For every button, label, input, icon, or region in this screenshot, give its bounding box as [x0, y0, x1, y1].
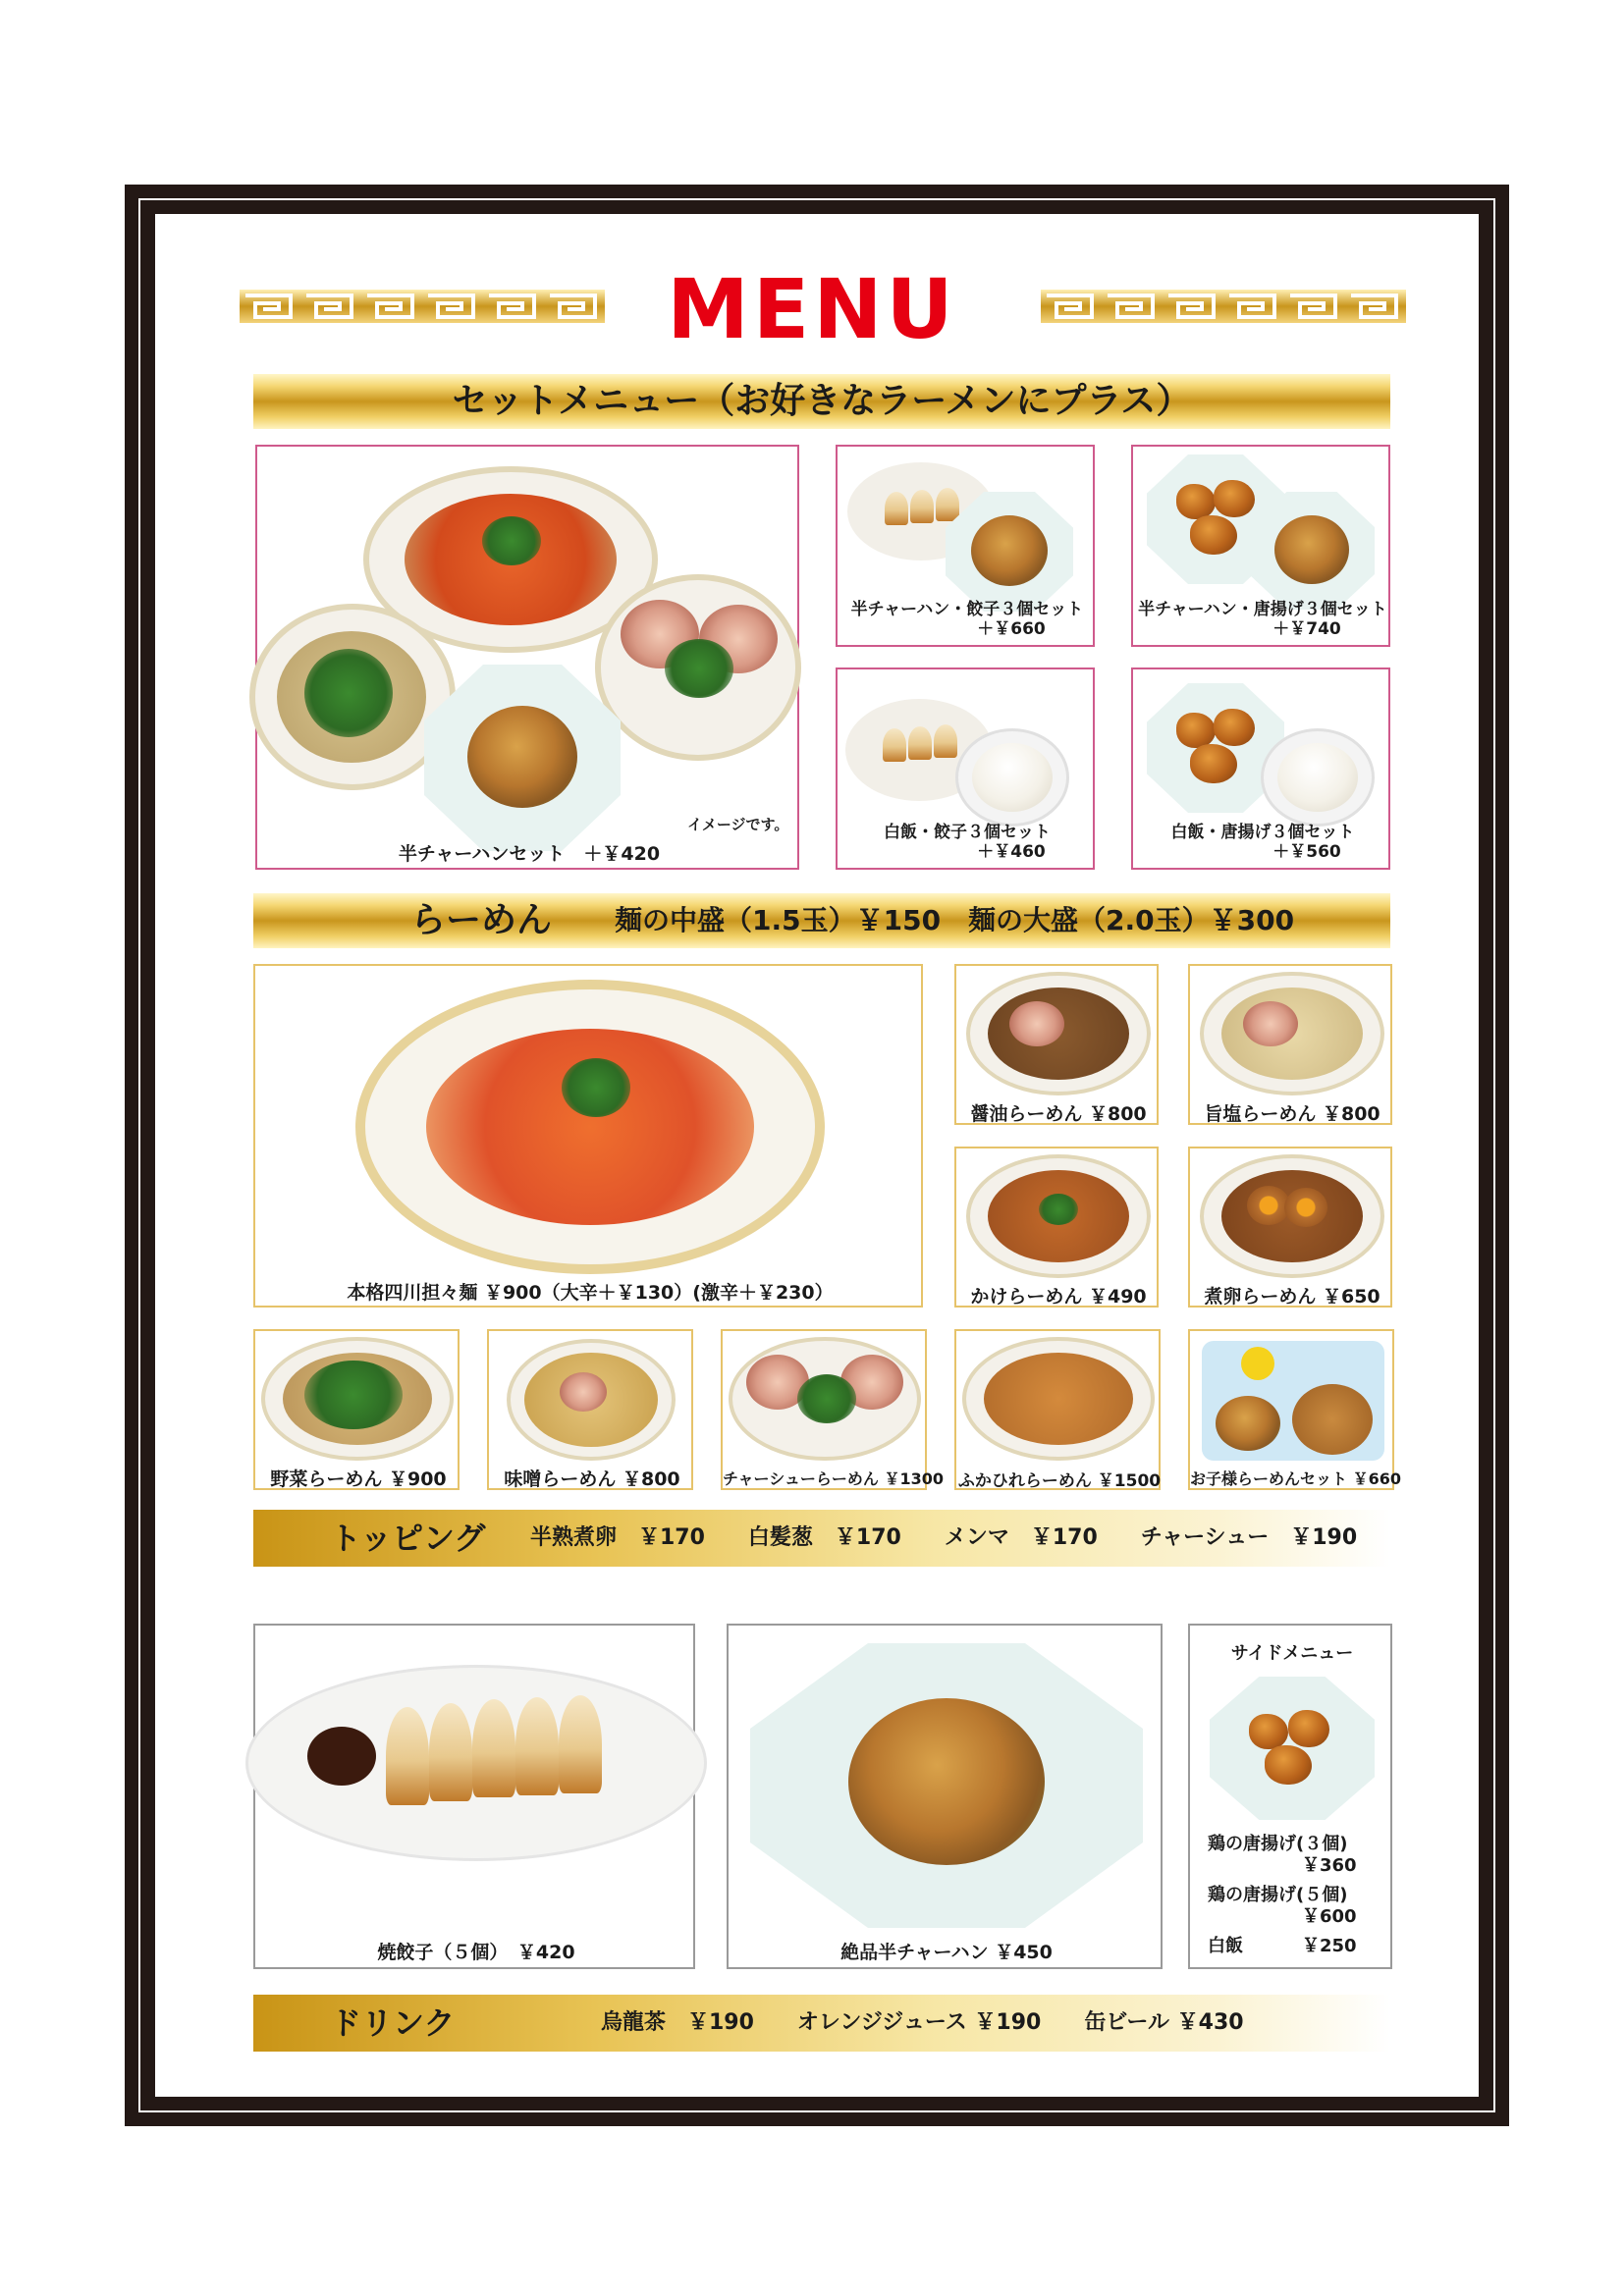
set-menu-heading: セットメニュー（お好きなラーメンにプラス） [452, 381, 1192, 421]
ramen-item-label-6: 味噌らーめん ￥800 [504, 1468, 680, 1490]
ramen-item-card-7[interactable] [721, 1329, 944, 1490]
ramen-noodle-options: 麺の中盛（1.5玉）￥150 麺の大盛（2.0玉）￥300 [615, 904, 1295, 936]
menu-title: MENU [667, 261, 957, 357]
shoyu-ramen-image [966, 972, 1151, 1095]
ramen-item-card-4[interactable] [1188, 1147, 1392, 1308]
karaage-side-image [1210, 1677, 1375, 1820]
white-rice-bowl-image [955, 728, 1069, 827]
set-main-item-card[interactable] [255, 445, 799, 870]
ramen-item-label-7: チャーシューらーめん ￥1300 [723, 1469, 944, 1488]
yasai-ramen-image [261, 1337, 454, 1461]
set-item-label-2: 半チャーハン・唐揚げ３個セット ＋￥740 [1138, 600, 1387, 639]
fried-rice-label: 絶品半チャーハン ￥450 [840, 1942, 1053, 1963]
chashu-ramen-image [729, 1337, 921, 1461]
ramen-item-label-1: 醤油らーめん ￥800 [970, 1103, 1147, 1125]
drink-heading: ドリンク [330, 2004, 456, 2042]
tantanmen-bowl-image [355, 980, 825, 1274]
topping-heading: トッピング [330, 1520, 486, 1557]
image-note: イメージです。 [687, 816, 789, 833]
chashu-ramen-bowl-image [595, 574, 801, 761]
ramen-heading: らーめん [410, 900, 553, 940]
ramen-item-card-2[interactable] [1188, 964, 1392, 1125]
side-menu-title: サイドメニュー [1230, 1643, 1354, 1664]
kids-set-tray-image [1202, 1341, 1384, 1461]
ramen-item-card-5[interactable] [253, 1329, 460, 1490]
ramen-item-label-8: ふかひれらーめん ￥1500 [957, 1471, 1162, 1491]
side-item-name-1: 鶏の唐揚げ(３個) [1208, 1834, 1348, 1854]
ramen-item-label-2: 旨塩らーめん ￥800 [1204, 1103, 1380, 1125]
side-item-price-1: ￥360 [1302, 1855, 1357, 1876]
ramen-main-item-label: 本格四川担々麺 ￥900（大辛＋￥130）(激辛＋￥230） [347, 1282, 834, 1304]
fukahire-ramen-image [962, 1337, 1155, 1461]
set-item-card-3[interactable] [836, 667, 1095, 870]
topping-items: 半熟煮卵 ￥170 白髪葱 ￥170 メンマ ￥170 チャーシュー ￥190 [530, 1525, 1358, 1550]
drink-items: 烏龍茶 ￥190 オレンジジュース ￥190 缶ビール ￥430 [601, 2010, 1244, 2035]
set-item-card-4[interactable] [1131, 667, 1390, 870]
nitamago-ramen-image [1200, 1154, 1384, 1278]
fried-rice-card[interactable] [727, 1624, 1163, 1969]
set-item-label-4: 白飯・唐揚げ３個セット ＋￥560 [1170, 823, 1355, 862]
kake-ramen-image [966, 1154, 1151, 1278]
fried-rice-plate-image [424, 665, 621, 851]
ramen-item-card-9[interactable] [1188, 1329, 1401, 1490]
side-item-name-3: 白飯 [1208, 1936, 1243, 1956]
ramen-item-card-6[interactable] [487, 1329, 693, 1490]
ramen-main-item-card[interactable] [253, 964, 923, 1308]
ramen-item-label-5: 野菜らーめん ￥900 [270, 1468, 447, 1490]
set-item-label-3: 白飯・餃子３個セット ＋￥460 [884, 823, 1051, 862]
shio-ramen-image [1200, 972, 1384, 1095]
set-item-label-1: 半チャーハン・餃子３個セット ＋￥660 [850, 600, 1084, 639]
side-item-price-3: ￥250 [1302, 1936, 1357, 1956]
ramen-item-label-4: 煮卵らーめん ￥650 [1204, 1286, 1380, 1308]
set-item-card-2[interactable] [1131, 445, 1390, 647]
set-item-card-1[interactable] [836, 445, 1095, 647]
ramen-item-card-3[interactable] [954, 1147, 1159, 1308]
gyoza-card[interactable] [253, 1624, 695, 1969]
side-item-price-2: ￥600 [1302, 1906, 1357, 1927]
side-item-name-2: 鶏の唐揚げ(５個) [1208, 1885, 1348, 1905]
gyoza-label: 焼餃子（５個） ￥420 [377, 1942, 575, 1963]
set-main-item-label: 半チャーハンセット ＋￥420 [398, 843, 661, 865]
ramen-item-card-1[interactable] [954, 964, 1159, 1125]
side-menu-card [1188, 1624, 1392, 1969]
gyoza-platter-image [245, 1665, 707, 1861]
fried-rice-plate-image [750, 1643, 1143, 1928]
ramen-item-card-8[interactable] [954, 1329, 1161, 1490]
miso-ramen-image [507, 1339, 676, 1461]
white-rice-bowl-image-2 [1261, 728, 1375, 827]
ramen-item-label-9: お子様らーめんセット ￥660 [1190, 1469, 1401, 1488]
ramen-item-label-3: かけらーめん ￥490 [970, 1286, 1147, 1308]
